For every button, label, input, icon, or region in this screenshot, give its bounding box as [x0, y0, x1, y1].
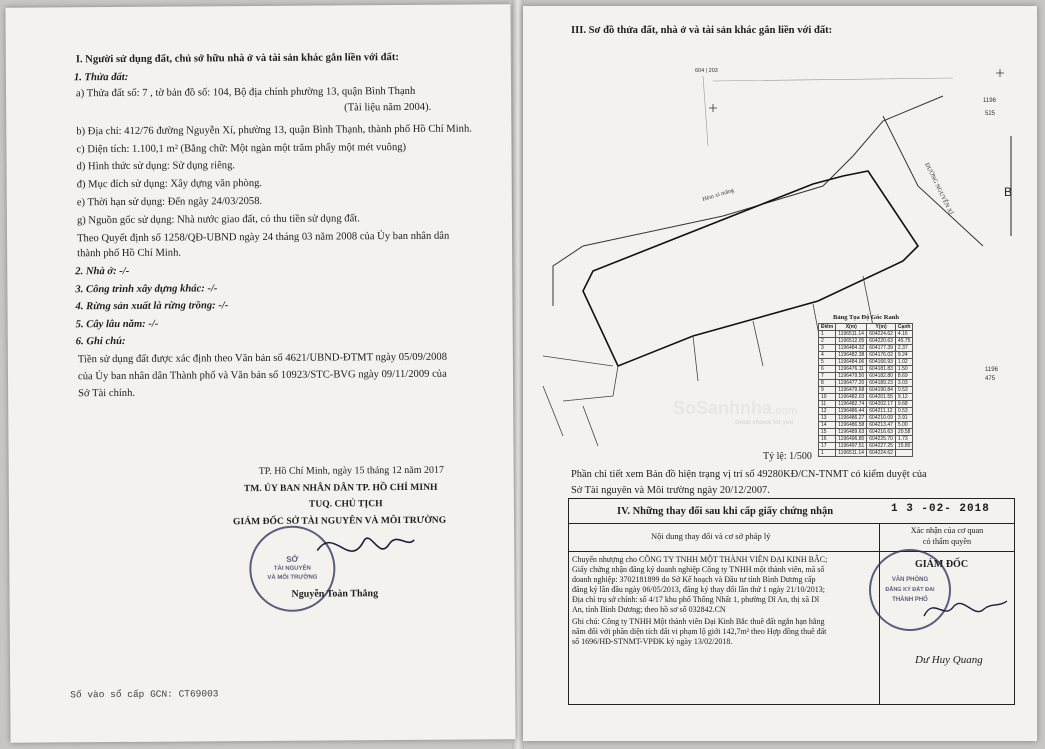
coord-cell: 1196496.80: [836, 436, 867, 443]
parcel-address: b) Địa chỉ: 412/76 đường Nguyễn Xí, phường 13, quận Bình Thạnh, thành phố Hồ Chí Minh.: [76, 123, 472, 138]
coord-cell: 1196484.06: [836, 359, 867, 366]
usage-purpose: đ) Mục đích sử dụng: Xây dựng văn phòng.: [76, 177, 263, 191]
coord-column-header: Cạnh: [895, 324, 913, 331]
change-line: Giấy chứng nhận đăng ký doanh nghiệp Công ty TNHH một thành viên, mã số: [572, 565, 825, 574]
coord-cell: 2.37: [895, 345, 913, 352]
coord-cell: 1196486.58: [836, 422, 867, 429]
usage-form: d) Hình thức sử dụng: Sử dụng riêng.: [76, 160, 236, 173]
parcel-area: c) Diện tích: 1.100,1 m² (Bằng chữ: Một ngàn một trăm phẩy một mét vuông): [76, 141, 407, 156]
coord-cell: 604182.80: [867, 373, 896, 380]
land-diagram: [523, 36, 1037, 456]
change-line: Địa chỉ trụ sở chính: số 4/17 khu phố Thống Nhất 1, phường Dĩ An, thị xã Dĩ: [572, 595, 820, 604]
director-label: GIÁM ĐỐC: [915, 559, 969, 570]
change-date-stamp: 1 3 -02- 2018: [891, 503, 990, 515]
signer-name: Nguyễn Toàn Thắng: [291, 588, 379, 600]
coord-cell: 1196482.03: [836, 394, 867, 401]
coord-cell: 8: [819, 380, 836, 387]
coord-cell: 604227.25: [867, 443, 896, 450]
coord-cell: 1: [819, 450, 836, 457]
coord-row: [819, 436, 913, 443]
map-sheet-top: 604 | 203: [695, 68, 718, 74]
coord-cell: 20.58: [895, 429, 913, 436]
coord-cell: 15.80: [895, 443, 913, 450]
office-seal: VĂN PHÒNG ĐĂNG KÝ ĐẤT ĐAI THÀNH PHỐ: [869, 549, 951, 631]
coord-cell: 14: [819, 422, 836, 429]
coord-cell: 0.53: [895, 408, 913, 415]
official-seal: SỞ TÀI NGUYÊN VÀ MÔI TRƯỜNG: [249, 525, 336, 612]
coord-row: [819, 359, 913, 366]
decision-text: Theo Quyết định số 1258/QĐ-UBND ngày 24 tháng 03 năm 2008 của Ủy ban nhân dân: [77, 230, 450, 245]
coord-row: [819, 345, 913, 352]
parcel-number: a) Thửa đất số: 7 , tờ bản đồ số: 104, Bộ địa chính phường 13, quận Bình Thạnh: [76, 85, 416, 100]
content-column-header: Nội dung thay đổi và cơ sở pháp lý: [651, 531, 771, 541]
coord-cell: 1196511.14: [836, 450, 867, 457]
coord-cell: 604220.63: [867, 338, 896, 345]
notes-title: 6. Ghi chú:: [75, 335, 126, 348]
coord-table: [818, 323, 913, 457]
parcel-source: (Tài liệu năm 2004).: [344, 101, 432, 114]
coord-cell: 1: [819, 331, 836, 338]
street-label: ĐƯỜNG NGUYỄN XÍ: [923, 162, 954, 216]
coord-cell: 3.91: [895, 415, 913, 422]
coord-cell: 604202.17: [867, 401, 896, 408]
change-line: số 1696/HĐ-STNMT-VPĐK ký ngày 13/02/2018.: [572, 637, 733, 646]
coord-cell: 1196484.32: [836, 345, 867, 352]
coord-cell: 11: [819, 401, 836, 408]
issuing-org: TM. ỦY BAN NHÂN DÂN TP. HỒ CHÍ MINH: [243, 481, 438, 495]
usage-term: e) Thời hạn sử dụng: Đến ngày 24/03/2058.: [76, 195, 263, 209]
coord-cell: 7: [819, 373, 836, 380]
coord-row: [819, 331, 913, 338]
coord-cell: 1196497.51: [836, 443, 867, 450]
right-page: [523, 6, 1037, 741]
coord-cell: 604176.02: [867, 352, 896, 359]
coord-column-header: Điểm: [819, 324, 836, 331]
coord-cell: 9: [819, 387, 836, 394]
coord-row: [819, 450, 913, 457]
coord-cell: 13: [819, 415, 836, 422]
house-item: 2. Nhà ở: -/-: [75, 265, 130, 278]
coord-cell: 0.53: [895, 387, 913, 394]
coord-cell: 8.69: [895, 373, 913, 380]
coord-cell: 16: [819, 436, 836, 443]
coord-cell: 5.00: [895, 422, 913, 429]
coord-column-header: X(m): [836, 324, 867, 331]
watermark-tagline: Great choice for you: [735, 420, 794, 426]
diagram-heading: III. Sơ đồ thửa đất, nhà ở và tài sản khác gắn liền với đất:: [571, 25, 833, 36]
director-title: GIÁM ĐỐC SỞ TÀI NGUYÊN VÀ MÔI TRƯỜNG: [232, 514, 447, 528]
alley-label: Hẻm xi măng: [701, 187, 735, 203]
north-arrow-label: B: [1004, 185, 1013, 199]
coord-cell: 604224.62: [867, 450, 896, 457]
coord-cell: 12: [819, 408, 836, 415]
coord-cell: 604181.83: [867, 366, 896, 373]
coord-cell: 3.03: [895, 380, 913, 387]
coord-cell: 9.12: [895, 394, 913, 401]
coord-row: [819, 443, 913, 450]
coord-cell: 604224.62: [867, 331, 896, 338]
confirm-column-header-2: có thẩm quyền: [922, 537, 972, 546]
coord-cell: 45.75: [895, 338, 913, 345]
decision-text-2: thành phố Hồ Chí Minh.: [77, 247, 182, 260]
coord-cell: 6: [819, 366, 836, 373]
map-grid-bottom-2: 475: [985, 376, 996, 382]
coord-cell: 604166.93: [867, 359, 896, 366]
coord-cell: 604216.63: [867, 429, 896, 436]
coord-cell: 604213.47: [867, 422, 896, 429]
change-line: Ghi chú: Công ty TNHH Một thành viên Đại Kinh Bắc thuê đất ngắn hạn hằng: [572, 617, 825, 626]
note-line-1: Tiền sử dụng đất được xác định theo Văn bản số 4621/UBND-ĐTMT ngày 05/09/2008: [77, 351, 448, 366]
coord-cell: 2: [819, 338, 836, 345]
coord-cell: 1196479.50: [836, 373, 867, 380]
left-page: [5, 4, 515, 743]
map-grid-top-2: 525: [985, 111, 996, 117]
signature-mark: [309, 520, 419, 581]
perennial-item: 5. Cây lâu năm: -/-: [75, 318, 159, 331]
construction-item: 3. Công trình xây dựng khác: -/-: [75, 283, 218, 296]
coord-cell: 604225.70: [867, 436, 896, 443]
coord-row: [819, 401, 913, 408]
coord-cell: 604201.55: [867, 394, 896, 401]
change-line: đăng ký lần đầu ngày 06/05/2013, đăng ký thay đổi lần thứ 1 ngày 21/10/2013;: [572, 585, 825, 594]
coord-row: [819, 408, 913, 415]
coord-cell: 9.68: [895, 401, 913, 408]
coord-cell: 604211.12: [867, 408, 896, 415]
coord-row: [819, 338, 913, 345]
coord-cell: [895, 450, 913, 457]
section-heading: I. Người sử dụng đất, chủ sở hữu nhà ở và tài sản khác gắn liền với đất:: [75, 52, 399, 66]
usage-origin: g) Nguồn gốc sử dụng: Nhà nước giao đất, có thu tiền sử dụng đất.: [76, 213, 360, 227]
coord-cell: 604190.84: [867, 387, 896, 394]
coord-cell: 1196486.44: [836, 408, 867, 415]
map-grid-top: 1196: [983, 98, 996, 104]
coord-cell: 4: [819, 352, 836, 359]
note-line-3: Sở Tài chính.: [78, 387, 136, 400]
coord-cell: 1196476.11: [836, 366, 867, 373]
issue-date: TP. Hồ Chí Minh, ngày 15 tháng 12 năm 2017: [258, 464, 444, 478]
coord-cell: 9.24: [895, 352, 913, 359]
changes-box: [568, 498, 1015, 705]
detail-line-2: Sở Tài nguyên và Môi trường ngày 20/12/2007.: [571, 485, 770, 496]
coord-row: [819, 380, 913, 387]
serial-number: Số vào sổ cấp GCN: CT69003: [70, 688, 219, 701]
coord-cell: 1196479.68: [836, 387, 867, 394]
change-line: Chuyển nhượng cho CÔNG TY TNHH MỘT THÀNH VIÊN ĐẠI KINH BẮC;: [572, 555, 828, 564]
change-line: năm đối với phần diện tích đất vi phạm lộ giới 142,7m² theo Hợp đồng thuê đất: [572, 627, 827, 636]
coord-cell: 1196511.14: [836, 331, 867, 338]
coord-row: [819, 422, 913, 429]
coord-cell: 15: [819, 429, 836, 436]
coord-row: [819, 387, 913, 394]
coord-column-header: Y(m): [867, 324, 896, 331]
coord-cell: 604210.09: [867, 415, 896, 422]
coord-cell: 1196477.20: [836, 380, 867, 387]
coord-row: [819, 394, 913, 401]
coord-cell: 1196482.74: [836, 401, 867, 408]
change-line: An, tỉnh Bình Dương; theo hồ sơ số 032842.CN: [572, 605, 726, 614]
coord-cell: 1196512.05: [836, 338, 867, 345]
watermark-logo: SoSanhnha.com: [673, 398, 798, 418]
coord-row: [819, 429, 913, 436]
coord-row: [819, 352, 913, 359]
signer-name-2: Dư Huy Quang: [915, 654, 983, 666]
coord-cell: 4.16: [895, 331, 913, 338]
change-line: doanh nghiệp: 3702181899 do Sở Kế hoạch và Đầu tư tỉnh Bình Dương cấp: [572, 575, 816, 584]
land-parcel-title: 1. Thửa đất:: [73, 71, 129, 84]
coord-cell: 1.73: [895, 436, 913, 443]
detail-line-1: Phần chi tiết xem Bản đồ hiện trạng vị trí số 49280KĐ/CN-TNMT có kiểm duyệt của: [571, 469, 927, 480]
coord-table-title: Bảng Tọa Độ Góc Ranh: [833, 314, 899, 321]
forest-item: 4. Rừng sản xuất là rừng trồng: -/-: [75, 300, 229, 313]
coord-cell: 1.50: [895, 366, 913, 373]
coord-cell: 604189.23: [867, 380, 896, 387]
note-line-2: của Ủy ban nhân dân Thành phố và Văn bản số 10923/STC-BVG ngày 09/11/2009 của: [77, 368, 447, 383]
coord-cell: 3: [819, 345, 836, 352]
coord-cell: 1.02: [895, 359, 913, 366]
coord-cell: 1196489.63: [836, 429, 867, 436]
confirm-column-header: Xác nhận của cơ quan: [910, 526, 984, 535]
signature-mark-2: [919, 591, 1009, 631]
coord-row: [819, 366, 913, 373]
coord-row: [819, 373, 913, 380]
coord-cell: 1196486.27: [836, 415, 867, 422]
coord-cell: 17: [819, 443, 836, 450]
coord-cell: 10: [819, 394, 836, 401]
changes-title: IV. Những thay đổi sau khi cấp giấy chứng nhận: [617, 506, 834, 517]
coord-cell: 1196482.38: [836, 352, 867, 359]
coord-row: [819, 415, 913, 422]
scale-label: Tỷ lệ: 1/500: [763, 451, 812, 462]
coord-cell: 5: [819, 359, 836, 366]
map-grid-bottom: 1196: [985, 367, 998, 373]
coord-cell: 604177.39: [867, 345, 896, 352]
tuq-line: TUQ. CHỦ TỊCH: [308, 498, 383, 510]
